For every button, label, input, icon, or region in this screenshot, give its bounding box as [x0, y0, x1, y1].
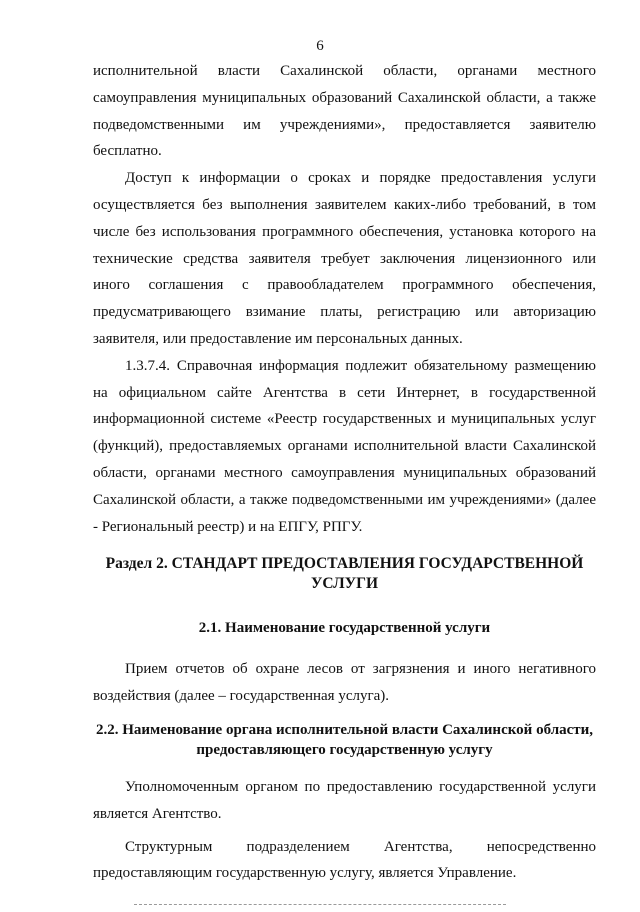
spacer	[93, 638, 596, 656]
section-2-2-text-division: Структурным подразделением Агентства, непосредственно предоставляющим государственную услугу, является Управление.	[93, 838, 596, 882]
paragraph-continuation: исполнительной власти Сахалинской области, органами местного самоуправления муниципальных образований Сахалинской области, а также подведомственными им учреждениями», предоставляется заявителю бесплатно.	[93, 63, 596, 160]
section-2-1-text: Прием отчетов об охране лесов от загрязнения и иного негативного воздействия (далее – государственная услуга).	[93, 661, 596, 705]
section-2-2-heading: 2.2. Наименование органа исполнительной власти Сахалинской области, предоставляющего государственную услугу	[95, 721, 594, 758]
section-2-1-heading: 2.1. Наименование государственной услуги	[198, 620, 491, 637]
page-number: 6	[316, 38, 324, 54]
document-body	[93, 58, 596, 887]
spacer	[93, 540, 596, 546]
spacer	[93, 710, 596, 720]
paragraph-access-info: Доступ к информации о сроках и порядке предоставления услуги осуществляется без выполнения заявителем каких-либо требований, в том числе без использования программного обеспечения, установка которого на технические средства заявителя требует заключения лицензионного или иного соглашения с правообладателем программного обеспечения, предусматривающего взимание платы, регистрацию или авторизацию заявителя, или предоставление им персональных данных.	[93, 170, 596, 347]
paragraph-1-3-7-4: 1.3.7.4. Справочная информация подлежит обязательному размещению на официальном сайте Агентства в сети Интернет, в государственной информационной системе «Реестр государственных и муниципальных услуг (функций), предоставляемых органами исполнительной власти Сахалинской области, органами местного самоуправления муниципальных образований Сахалинской области, а также подведомственными им учреждениями» (далее - Региональный реестр) и на ЕПГУ, РПГУ.	[93, 357, 596, 535]
section-2-2-text-authority: Уполномоченным органом по предоставлению государственной услуги является Агентство.	[93, 778, 596, 822]
scan-edge-line	[134, 904, 506, 905]
spacer	[93, 594, 596, 618]
section-2-heading: Раздел 2. СТАНДАРТ ПРЕДОСТАВЛЕНИЯ ГОСУДАРСТВЕННОЙ УСЛУГИ	[105, 555, 584, 593]
spacer	[93, 760, 596, 774]
